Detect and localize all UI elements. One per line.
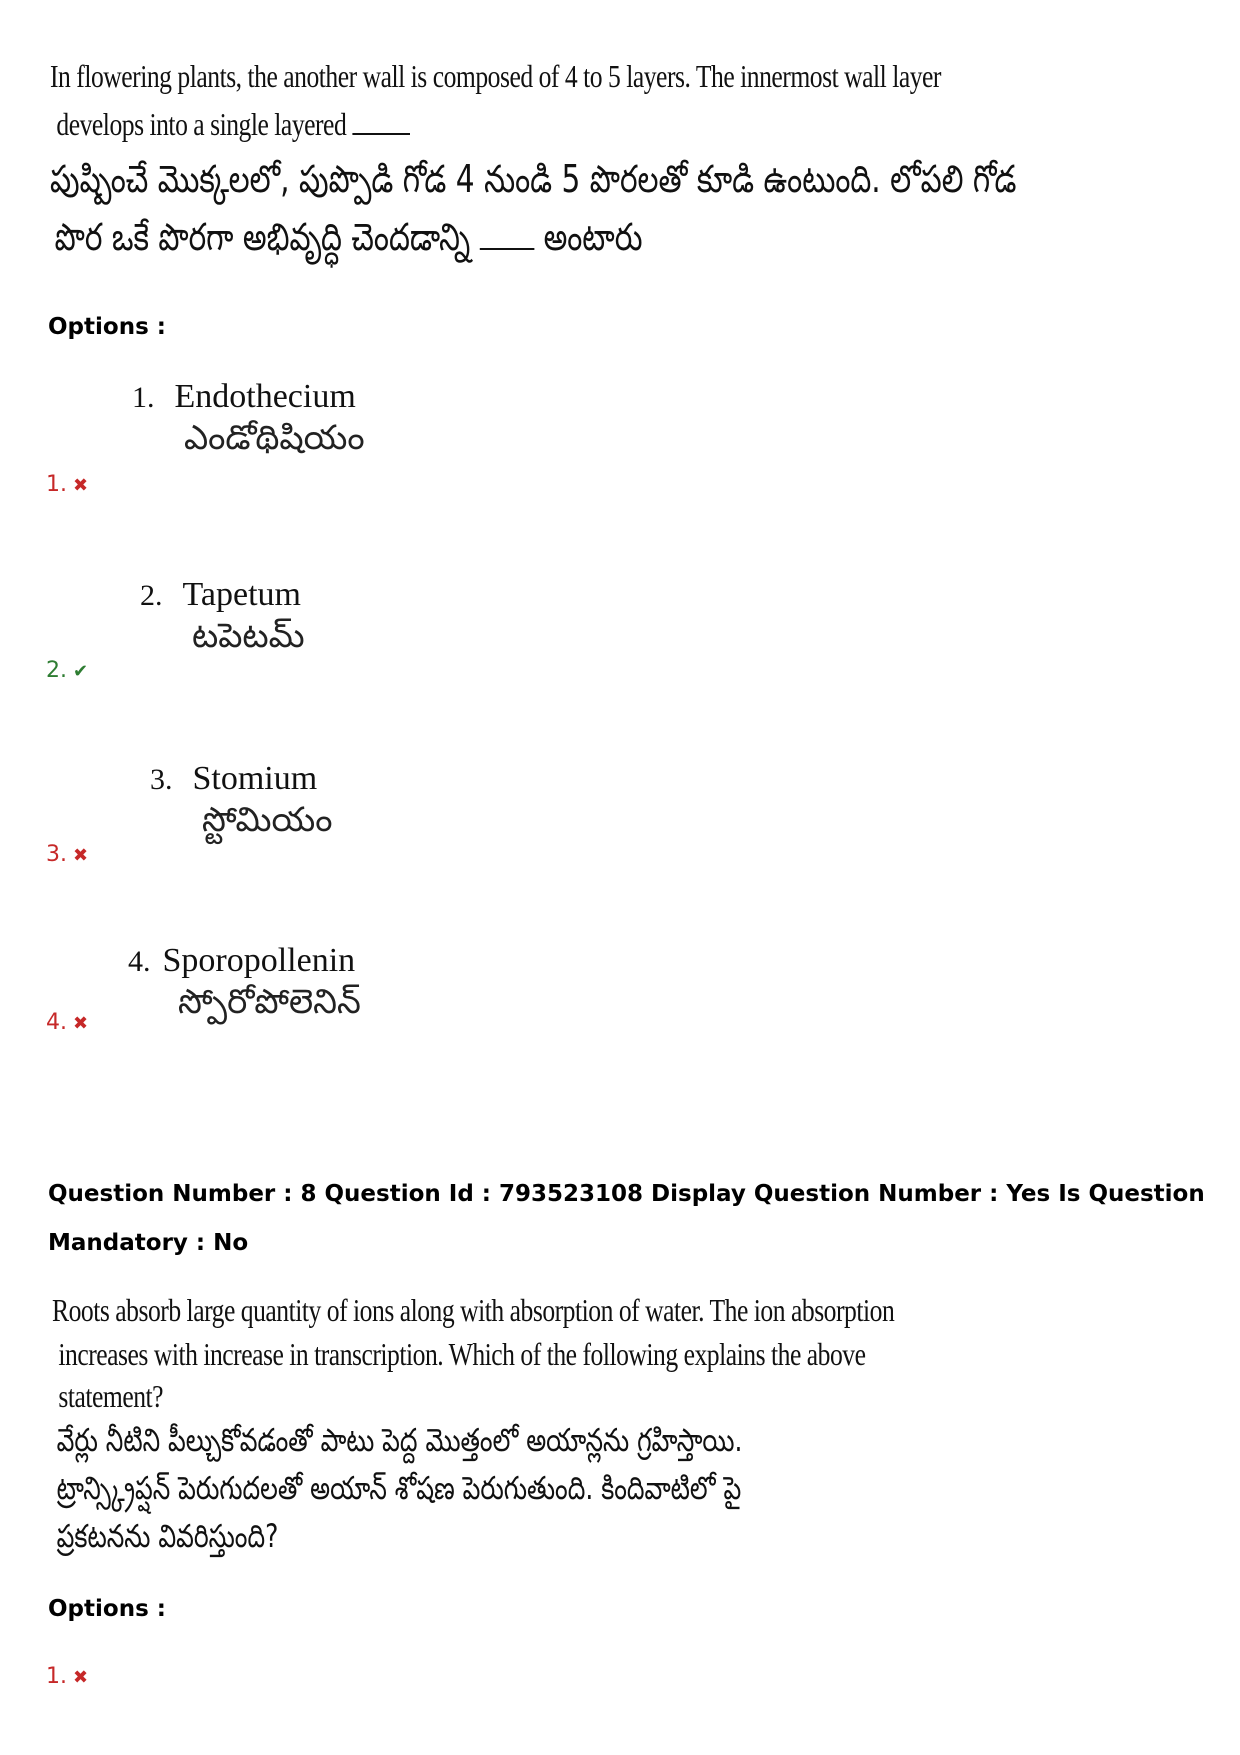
question-8-meta-line-2: Mandatory : No — [48, 1230, 249, 1256]
question-8-telugu-line-3: ప్రకటనను వివరిస్తుంది? — [56, 1517, 279, 1555]
option-telugu: స్టోమియం — [202, 800, 333, 840]
option-number: 2. — [140, 579, 163, 612]
question-8-telugu-line-1: వేర్లు నీటిని పీల్చుకోవడంతో పాటు పెద్ద మొత్తంలో అయాన్లను గ్రహిస్తాయి. — [56, 1421, 743, 1459]
option-marker-number: 1. — [46, 472, 67, 497]
question-8-english-line-1: Roots absorb large quantity of ions along with absorption of water. The ion absorption — [52, 1292, 895, 1328]
cross-icon: ✖ — [73, 1667, 89, 1688]
question-7-telugu-line-2a: పొర ఒకే పొరగా అభివృద్ధి చెందడాన్ని — [54, 215, 471, 259]
option-marker-number: 2. — [46, 658, 67, 683]
question-7-english-line-1: In flowering plants, the another wall is composed of 4 to 5 layers. The innermost wall layer — [50, 58, 941, 94]
option-1-marker[interactable] — [46, 1664, 88, 1689]
option-english: Stomium — [192, 760, 318, 797]
cross-icon: ✖ — [73, 845, 89, 866]
option-4-marker[interactable] — [46, 1010, 88, 1035]
cross-icon: ✖ — [73, 1013, 89, 1034]
blank-line — [480, 247, 535, 250]
check-icon: ✔ — [73, 661, 89, 682]
question-8-english-line-3: statement? — [58, 1378, 164, 1414]
question-8-telugu-line-2: ట్రాన్స్క్రిప్షన్ పెరుగుదలతో అయాన్ శోషణ పెరుగుతుంది. కిందివాటిలో పై — [56, 1469, 742, 1507]
option-telugu: ఎండోథిషియం — [184, 418, 365, 458]
question-7-telugu-line-1: పుష్పించే మొక్కలలో, పుప్పొడి గోడ 4 నుండి 5 పొరలతో కూడి ఉంటుంది. లోపలి గోడ — [50, 157, 1017, 201]
option-english: Sporopollenin — [162, 942, 356, 979]
question-8-meta — [48, 1170, 1208, 1268]
question-7-text-image — [50, 52, 1240, 266]
option-marker-number: 1. — [46, 1664, 67, 1689]
option-2-marker[interactable] — [46, 658, 88, 683]
option-marker-number: 4. — [46, 1010, 67, 1035]
option-3-image — [150, 760, 333, 848]
option-number: 4. — [128, 945, 151, 978]
question-8-english-line-2: increases with increase in transcription. Which of the following explains the above — [58, 1336, 866, 1372]
question-8-text-image — [52, 1288, 1232, 1560]
option-english: Tapetum — [182, 576, 301, 613]
question-7-english-line-2-text: develops into a single layered — [56, 106, 347, 142]
option-4-image — [128, 942, 361, 1030]
option-english: Endothecium — [174, 378, 356, 415]
option-number: 3. — [150, 763, 173, 796]
question-7-english-line-2 — [50, 100, 1041, 148]
option-telugu: స్పోరోపోలెనిన్ — [178, 982, 361, 1022]
cross-icon: ✖ — [73, 475, 89, 496]
option-1-image — [132, 378, 365, 466]
option-telugu: టపెటమ్ — [192, 616, 305, 656]
blank-line — [352, 132, 410, 135]
options-label: Options : — [48, 314, 166, 340]
option-2-image — [140, 576, 305, 664]
question-8-meta-line-1: Question Number : 8 Question Id : 793523108 Display Question Number : Yes Is Question — [48, 1181, 1205, 1207]
question-7-telugu-line-2b: అంటారు — [543, 215, 643, 259]
options-label: Options : — [48, 1596, 166, 1622]
option-3-marker[interactable] — [46, 842, 88, 867]
option-1-marker[interactable] — [46, 472, 88, 497]
option-marker-number: 3. — [46, 842, 67, 867]
option-number: 1. — [132, 381, 155, 414]
question-7-telugu-line-2 — [50, 208, 1016, 266]
